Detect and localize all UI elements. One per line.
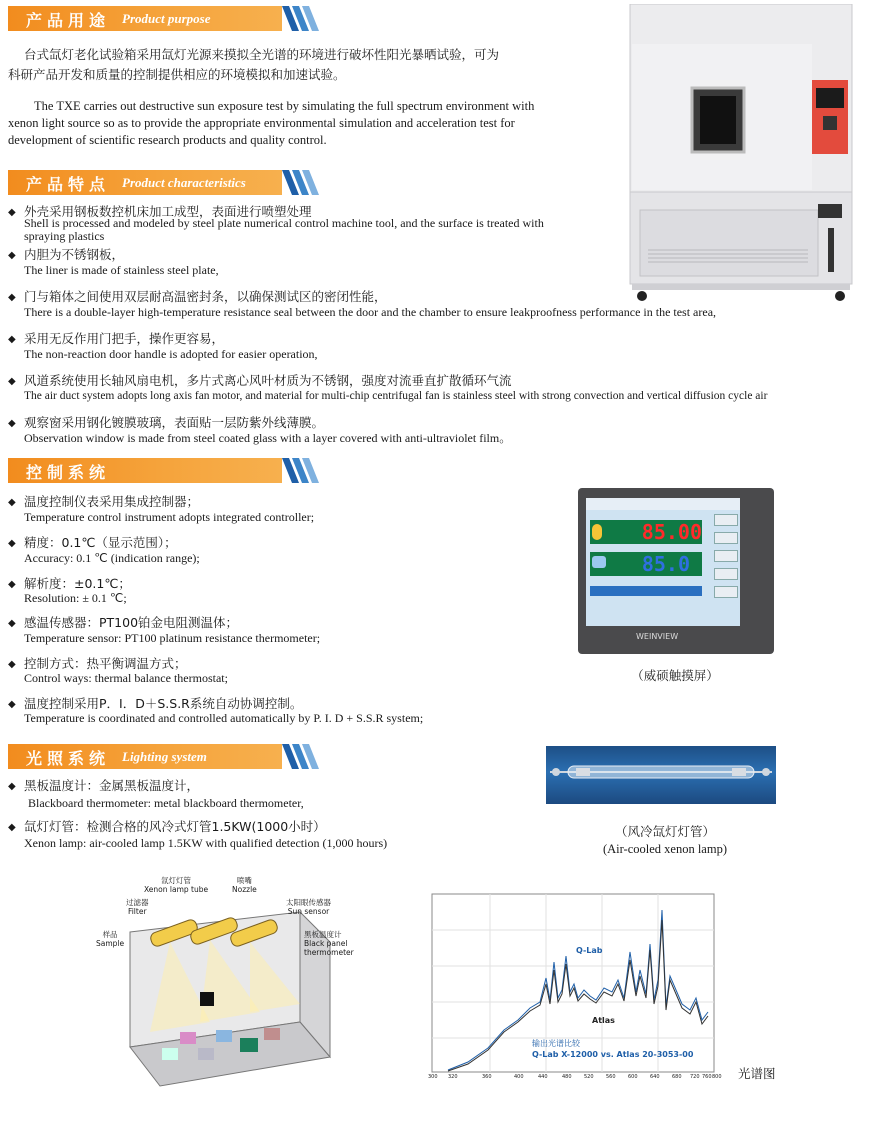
list-item-en: Temperature control instrument adopts integrated controller; bbox=[24, 510, 315, 524]
stripes-decoration bbox=[280, 744, 322, 769]
sample-label-en: Sample bbox=[96, 939, 125, 948]
touch-button[interactable] bbox=[714, 550, 738, 562]
thermometer-icon bbox=[592, 524, 602, 540]
bullet-icon: ◆ bbox=[8, 376, 16, 387]
purpose-en-line2: xenon light source so as to provide the appropriate environmental simulation and acceleration test for bbox=[8, 116, 515, 130]
stripes-decoration bbox=[280, 170, 322, 195]
bullet-icon: ◆ bbox=[8, 334, 16, 345]
x-tick-label: 680 bbox=[672, 1074, 682, 1080]
x-tick-label: 400 bbox=[514, 1074, 524, 1080]
section-header-lighting bbox=[8, 744, 322, 769]
list-item-en: Control ways: thermal balance thermostat; bbox=[24, 671, 228, 685]
lamp-tube-icon bbox=[546, 746, 776, 804]
black-panel-label-en1: Black panel bbox=[304, 939, 348, 948]
bullet-icon: ◆ bbox=[8, 418, 16, 429]
list-item-en: Blackboard thermometer: metal blackboard thermometer, bbox=[28, 796, 304, 810]
list-item-en: Temperature sensor: PT100 platinum resistance thermometer; bbox=[24, 631, 321, 645]
sun-sensor-label-cn: 太阳眼传感器 bbox=[286, 898, 331, 907]
section-header-characteristics bbox=[8, 170, 322, 195]
list-item-cn: 内胆为不锈钢板， bbox=[24, 247, 125, 262]
section-title-en: Product characteristics bbox=[122, 175, 246, 190]
x-tick-label: 360 bbox=[482, 1074, 492, 1080]
sun-sensor-label-en: Sun sensor bbox=[287, 907, 330, 916]
list-item-en: Resolution: ± 0.1 ℃; bbox=[24, 591, 127, 605]
list-item-cn: 风道系统使用长轴风扇电机，多片式离心风叶材质为不锈钢，强度对流垂直扩散循环气流 bbox=[24, 373, 512, 388]
x-tick-label: 520 bbox=[584, 1074, 594, 1080]
series-label-qlab: Q-Lab bbox=[576, 946, 603, 955]
bullet-icon: ◆ bbox=[8, 579, 16, 590]
spectrum-caption: 光谱图 bbox=[738, 1066, 776, 1081]
black-panel-label-cn: 黑板温度计 bbox=[304, 930, 342, 939]
section-title-cn: 控制系统 bbox=[26, 463, 111, 482]
section-title-cn: 光照系统 bbox=[26, 749, 111, 768]
list-item-en: The non-reaction door handle is adopted for easier operation, bbox=[24, 347, 318, 361]
touchscreen-image bbox=[578, 488, 774, 654]
section-header-control bbox=[8, 458, 322, 483]
touchscreen-display bbox=[586, 498, 740, 626]
filter-label-en: Filter bbox=[127, 907, 147, 916]
list-item-en: The air duct system adopts long axis fan motor, and material for multi-chip centrifugal fan is stainless steel with strong convection and vertical diffusion cycle air bbox=[24, 390, 768, 402]
x-tick-label: 640 bbox=[650, 1074, 660, 1080]
list-item-cn: 温度控制仪表采用集成控制器； bbox=[24, 494, 200, 509]
section-title-en: Lighting system bbox=[122, 749, 207, 764]
touch-button[interactable] bbox=[714, 586, 738, 598]
spectrum-chart bbox=[408, 880, 722, 1086]
lamp-label-cn: 氙灯灯管 bbox=[161, 876, 192, 885]
lamp-label-en: Xenon lamp tube bbox=[144, 885, 209, 894]
list-item-en: Accuracy: 0.1 ℃ (indication range); bbox=[24, 551, 200, 565]
nozzle-label-cn: 喷嘴 bbox=[236, 876, 252, 885]
bullet-icon: ◆ bbox=[8, 699, 16, 710]
section-title-cn: 产品用途 bbox=[26, 11, 111, 30]
list-item-en: There is a double-layer high-temperature resistance seal between the door and the chamber to ensure leakproofness performance in the test area, bbox=[24, 305, 717, 319]
x-tick-label: 300 bbox=[428, 1074, 438, 1080]
list-item-en: The liner is made of stainless steel plate, bbox=[24, 263, 219, 277]
section-header-purpose bbox=[8, 6, 322, 31]
bullet-icon: ◆ bbox=[8, 659, 16, 670]
x-tick-label: 560 bbox=[606, 1074, 616, 1080]
purpose-cn-line1: 台式氙灯老化试验箱采用氙灯光源来摸拟全光谱的环境进行破坏性阳光暴晒试验，可为 bbox=[24, 47, 500, 62]
section-title-cn: 产品特点 bbox=[26, 175, 111, 194]
list-item-en: spraying plastics bbox=[24, 229, 105, 243]
filter-label-cn: 过滤器 bbox=[126, 898, 149, 907]
chart-note-cn: 输出光谱比较 bbox=[532, 1039, 580, 1048]
sample-label-cn: 样品 bbox=[102, 930, 118, 939]
nozzle-label-en: Nozzle bbox=[232, 885, 257, 894]
test-chamber-image bbox=[628, 4, 854, 302]
humidity-icon bbox=[592, 556, 606, 568]
list-item-en: Xenon lamp: air-cooled lamp 1.5KW with qualified detection (1,000 hours) bbox=[24, 836, 388, 850]
xenon-lamp-image bbox=[546, 746, 776, 804]
x-tick-label: 600 bbox=[628, 1074, 638, 1080]
x-tick-label: 720 bbox=[690, 1074, 700, 1080]
purpose-en-line1: The TXE carries out destructive sun exposure test by simulating the full spectrum environment with bbox=[34, 99, 535, 113]
x-tick-label: 480 bbox=[562, 1074, 572, 1080]
list-item-cn: 精度：0.1℃（显示范围）； bbox=[24, 535, 177, 550]
chamber-diagram bbox=[90, 872, 390, 1088]
touch-button[interactable] bbox=[714, 514, 738, 526]
brand-logo: WEINVIEW bbox=[636, 632, 679, 641]
list-item-cn: 采用无反作用门把手，操作更容易， bbox=[24, 331, 225, 346]
x-tick-label: 760 bbox=[702, 1074, 712, 1080]
list-item-cn: 感温传感器：PT100铂金电阻测温体； bbox=[24, 615, 239, 630]
bullet-icon: ◆ bbox=[8, 250, 16, 261]
x-tick-label: 800 bbox=[712, 1074, 722, 1080]
lamp-caption-en: (Air-cooled xenon lamp) bbox=[602, 842, 727, 856]
list-item-en: Temperature is coordinated and controlled automatically by P. I. D + S.S.R system; bbox=[24, 711, 424, 725]
list-item-cn: 温度控制采用P．I．D＋S.S.R系统自动协调控制。 bbox=[24, 696, 303, 711]
list-item-cn: 解析度：±0.1℃； bbox=[24, 576, 131, 591]
list-item-cn: 门与箱体之间使用双层耐高温密封条，以确保测试区的密闭性能， bbox=[24, 289, 387, 304]
bullet-icon: ◆ bbox=[8, 538, 16, 549]
temperature-value: 85.00 bbox=[641, 520, 702, 544]
list-item-cn: 外壳采用钢板数控机床加工成型，表面进行喷塑处理 bbox=[24, 204, 312, 219]
bullet-icon: ◆ bbox=[8, 822, 16, 833]
touchscreen-caption: （威硕触摸屏） bbox=[631, 668, 719, 683]
lamp-caption-cn: （风冷氙灯灯管） bbox=[614, 824, 715, 839]
touch-button[interactable] bbox=[714, 532, 738, 544]
chart-note-en: Q-Lab X-12000 vs. Atlas 20-3053-00 bbox=[532, 1050, 694, 1059]
stripes-decoration bbox=[280, 458, 322, 483]
x-axis-ticks bbox=[428, 1074, 722, 1084]
list-item-en: Observation window is made from steel coated glass with a layer covered with anti-ultraviolet film。 bbox=[24, 431, 512, 445]
list-item-cn: 观察窗采用钢化镀膜玻璃，表面贴一层防紫外线薄膜。 bbox=[24, 415, 325, 430]
bullet-icon: ◆ bbox=[8, 497, 16, 508]
list-item-en: Shell is processed and modeled by steel plate numerical control machine tool, and the surface is treated with bbox=[24, 216, 544, 230]
list-item-cn: 黑板温度计：金属黑板温度计， bbox=[24, 778, 200, 793]
bullet-icon: ◆ bbox=[8, 618, 16, 629]
section-title-en: Product purpose bbox=[122, 11, 211, 26]
bullet-icon: ◆ bbox=[8, 781, 16, 792]
purpose-en-line3: development of scientific research products and quality control. bbox=[8, 133, 327, 147]
stripes-decoration bbox=[280, 6, 322, 31]
humidity-value: 85.0 bbox=[641, 552, 690, 576]
list-item-cn: 氙灯灯管：检测合格的风冷式灯管1.5KW(1000小时） bbox=[24, 819, 326, 834]
x-tick-label: 320 bbox=[448, 1074, 458, 1080]
touch-button[interactable] bbox=[714, 568, 738, 580]
bullet-icon: ◆ bbox=[8, 207, 16, 218]
black-panel-label-en2: thermometer bbox=[304, 948, 354, 957]
purpose-cn-line2: 科研产品开发和质量的控制提供相应的环境模拟和加速试验。 bbox=[8, 67, 346, 82]
series-label-atlas: Atlas bbox=[592, 1016, 615, 1025]
x-tick-label: 440 bbox=[538, 1074, 548, 1080]
bullet-icon: ◆ bbox=[8, 292, 16, 303]
list-item-cn: 控制方式：热平衡调温方式； bbox=[24, 656, 187, 671]
